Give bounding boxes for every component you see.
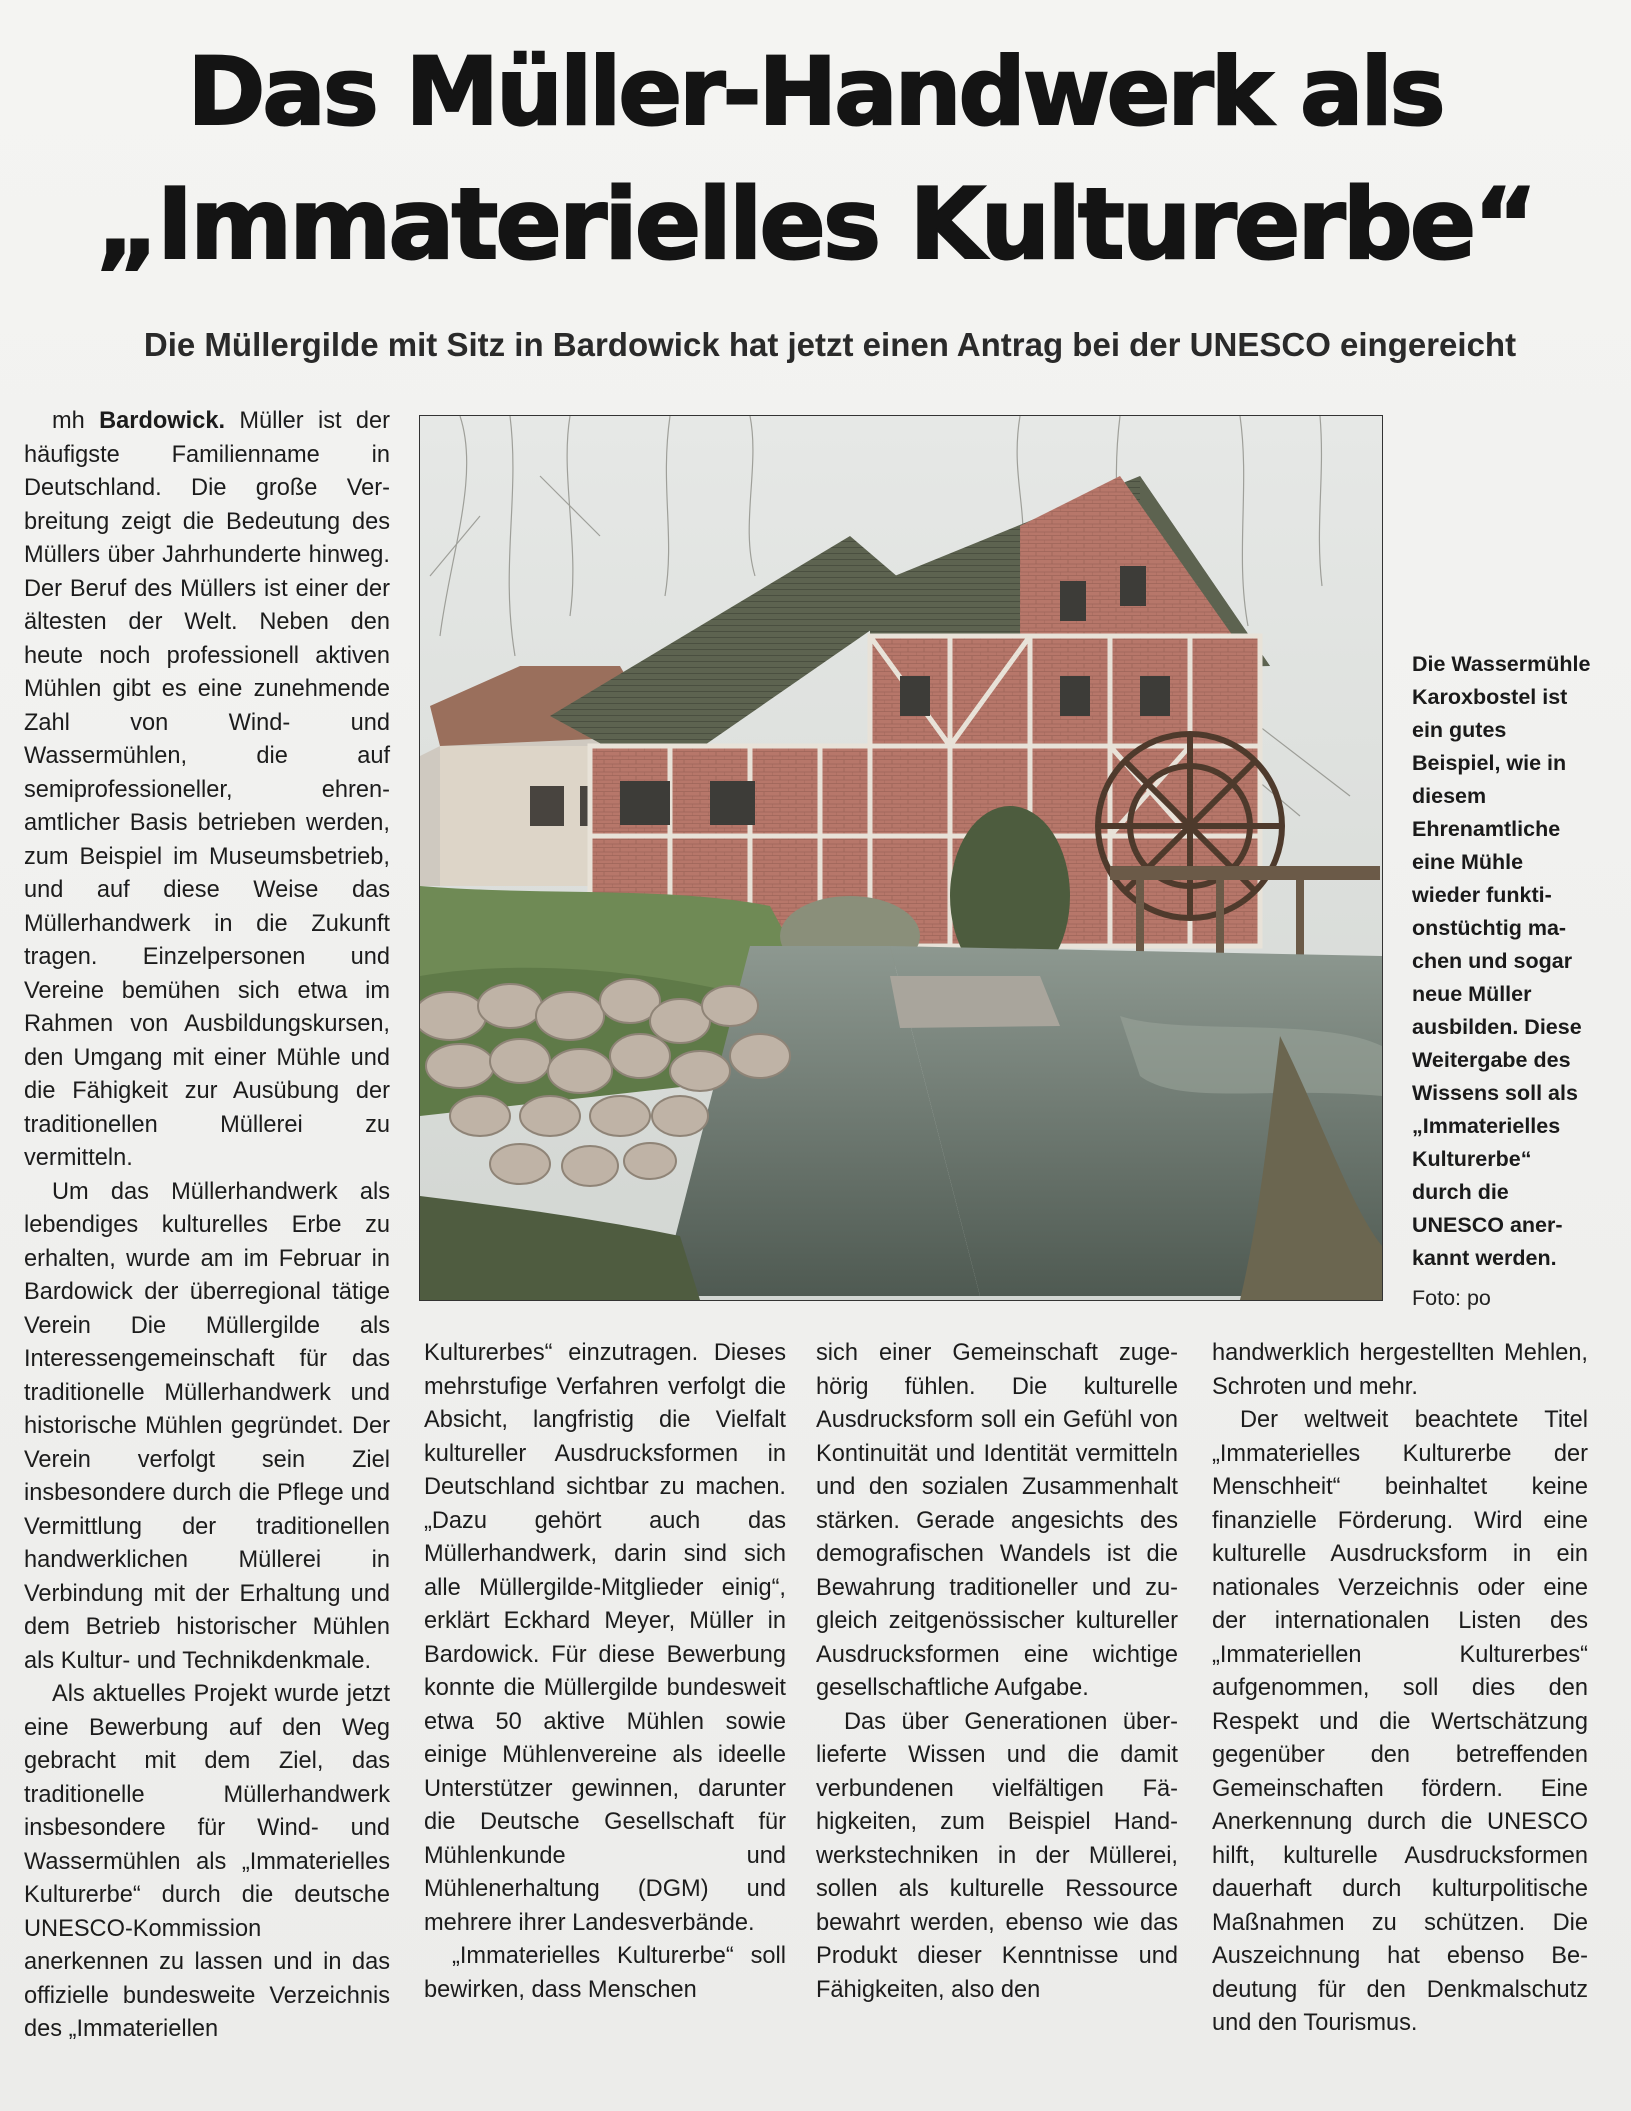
paragraph: Der weltweit beachtete Titel „Immaterielles Kulturerbe der Menschheit“ beinhaltet keine finanzielle Förderung. Wird eine kulturelle Ausdrucksform in ein nationales Verzeichnis oder eine der internationalen Listen des „Immateriellen Kulturerbes“ aufgenommen, soll dies den Respekt und die Wertschätzung gegenüber den betreffenden Gemeinschaften fördern. Eine Anerkennung durch die UNESCO hilft, kulturelle Ausdrucksformen dauerhaft durch kulturpolitische Maßnahmen zu schützen. Die Auszeichnung hat ebenso Bedeutung für den Denkmalschutz und den Tourismus.	[1212, 1407, 1588, 2036]
mill-photo	[419, 415, 1383, 1301]
article-column-1	[24, 405, 390, 2047]
article-column-3	[816, 1337, 1178, 2007]
photo-caption: Die Wassermühle Karoxbostel ist ein gutes Beispiel, wie in diesem Ehrenamtliche eine Mühle wieder funktionstüchtig machen und sogar neue Müller ausbilden. Diese Weitergabe des Wissens soll als „Immaterielles Kulturerbe“ durch die UNESCO anerkannt werden.	[1412, 652, 1591, 1270]
watermill-illustration	[420, 416, 1382, 1300]
paragraph: sich einer Gemeinschaft zugehörig fühlen. Die kulturelle Ausdrucksform soll ein Gefühl von Kontinuität und Identität vermitteln und den sozialen Zusammenhalt stärken. Gerade angesichts des demografischen Wandels ist die Bewahrung traditioneller und zugleich zeitgenössischer kultureller Ausdrucksformen eine wichtige gesellschaftliche Aufgabe.	[816, 1340, 1178, 1701]
author-initials: mh	[52, 408, 85, 434]
paragraph-text: Müller ist der häufigste Familienname in Deutschland. Die große Verbreitung zeigt die Bedeutung des Müllers über Jahrhunderte hinweg. Der Beruf des Müllers ist einer der ältesten der Welt. Neben den heute noch professionell aktiven Mühlen gibt es eine zunehmende Zahl von Wind- und Wassermühlen, die auf semiprofessioneller, ehrenamtlicher Basis betrieben werden, zum Beispiel im Museumsbetrieb, und auf diese Weise das Müllerhandwerk in die Zukunft tragen. Einzelpersonen und Vereine bemühen sich etwa im Rahmen von Ausbildungskursen, den Umgang mit einer Mühle und die Fähigkeit zur Ausübung der traditionellen Müllerei zu vermitteln.	[24, 408, 390, 1171]
subheadline: Die Müllergilde mit Sitz in Bardowick hat jetzt einen Antrag bei der UNESCO eingereicht	[143, 326, 1517, 363]
headline-line-2: „Immaterielles Kulturerbe“	[95, 168, 1535, 282]
paragraph: Das über Generationen überlieferte Wissen und die damit verbundenen vielfältigen Fähigkeiten, zum Beispiel Handwerkstechniken in der Müllerei, sollen als kulturelle Ressource bewahrt werden, ebenso wie das Produkt dieser Kenntnisse und Fähigkeiten, also den	[816, 1708, 1178, 2003]
paragraph: „Immaterielles Kulturerbe“ soll bewirken, dass Menschen	[424, 1943, 786, 2003]
photo-credit: Foto: po	[1412, 1286, 1491, 1310]
paragraph	[24, 405, 390, 1176]
article-column-4	[1212, 1337, 1588, 2041]
article-column-2	[424, 1337, 786, 2007]
paragraph: handwerklich hergestellten Mehlen, Schroten und mehr.	[1212, 1340, 1588, 1400]
paragraph: Um das Müllerhandwerk als lebendiges kulturelles Erbe zu erhalten, wurde am im Februar in Bardowick der überregional tätige Verein Die Müllergilde als Interessengemeinschaft für das traditionelle Müllerhandwerk und historische Mühlen gegründet. Der Verein verfolgt sein Ziel insbesondere durch die Pflege und Vermittlung der traditionellen handwerklichen Müllerei in Verbindung mit der Erhaltung und dem Betrieb historischer Mühlen als Kultur- und Technikdenkmale.	[24, 1178, 390, 1674]
paragraph: Als aktuelles Projekt wurde jetzt eine Bewerbung auf den Weg gebracht mit dem Ziel, das traditionelle Müllerhandwerk insbesondere für Wind- und Wassermühlen als „Immaterielles Kulturerbe“ durch die deutsche UNESCO-Kommission anerkennen zu lassen und in das offizielle bundesweite Verzeichnis des „Immateriellen	[24, 1681, 390, 2042]
headline-line-1: Das Müller-Handwerk als	[187, 38, 1443, 147]
dateline: Bardowick.	[99, 408, 226, 434]
paragraph: Kulturerbes“ einzutragen. Dieses mehrstufige Verfahren verfolgt die Absicht, langfristig die Vielfalt kultureller Ausdrucksformen in Deutschland sichtbar zu machen. „Dazu gehört auch das Müllerhandwerk, darin sind sich alle Müllergilde-Mitglieder einig“, erklärt Eckhard Meyer, Müller in Bardowick. Für diese Bewerbung konnte die Müllergilde bundesweit etwa 50 aktive Mühlen sowie einige Mühlenvereine als ideelle Unterstützer gewinnen, darunter die Deutsche Gesellschaft für Mühlenkunde und Mühlenerhaltung (DGM) und mehrere ihrer Landesverbände.	[424, 1340, 786, 1936]
